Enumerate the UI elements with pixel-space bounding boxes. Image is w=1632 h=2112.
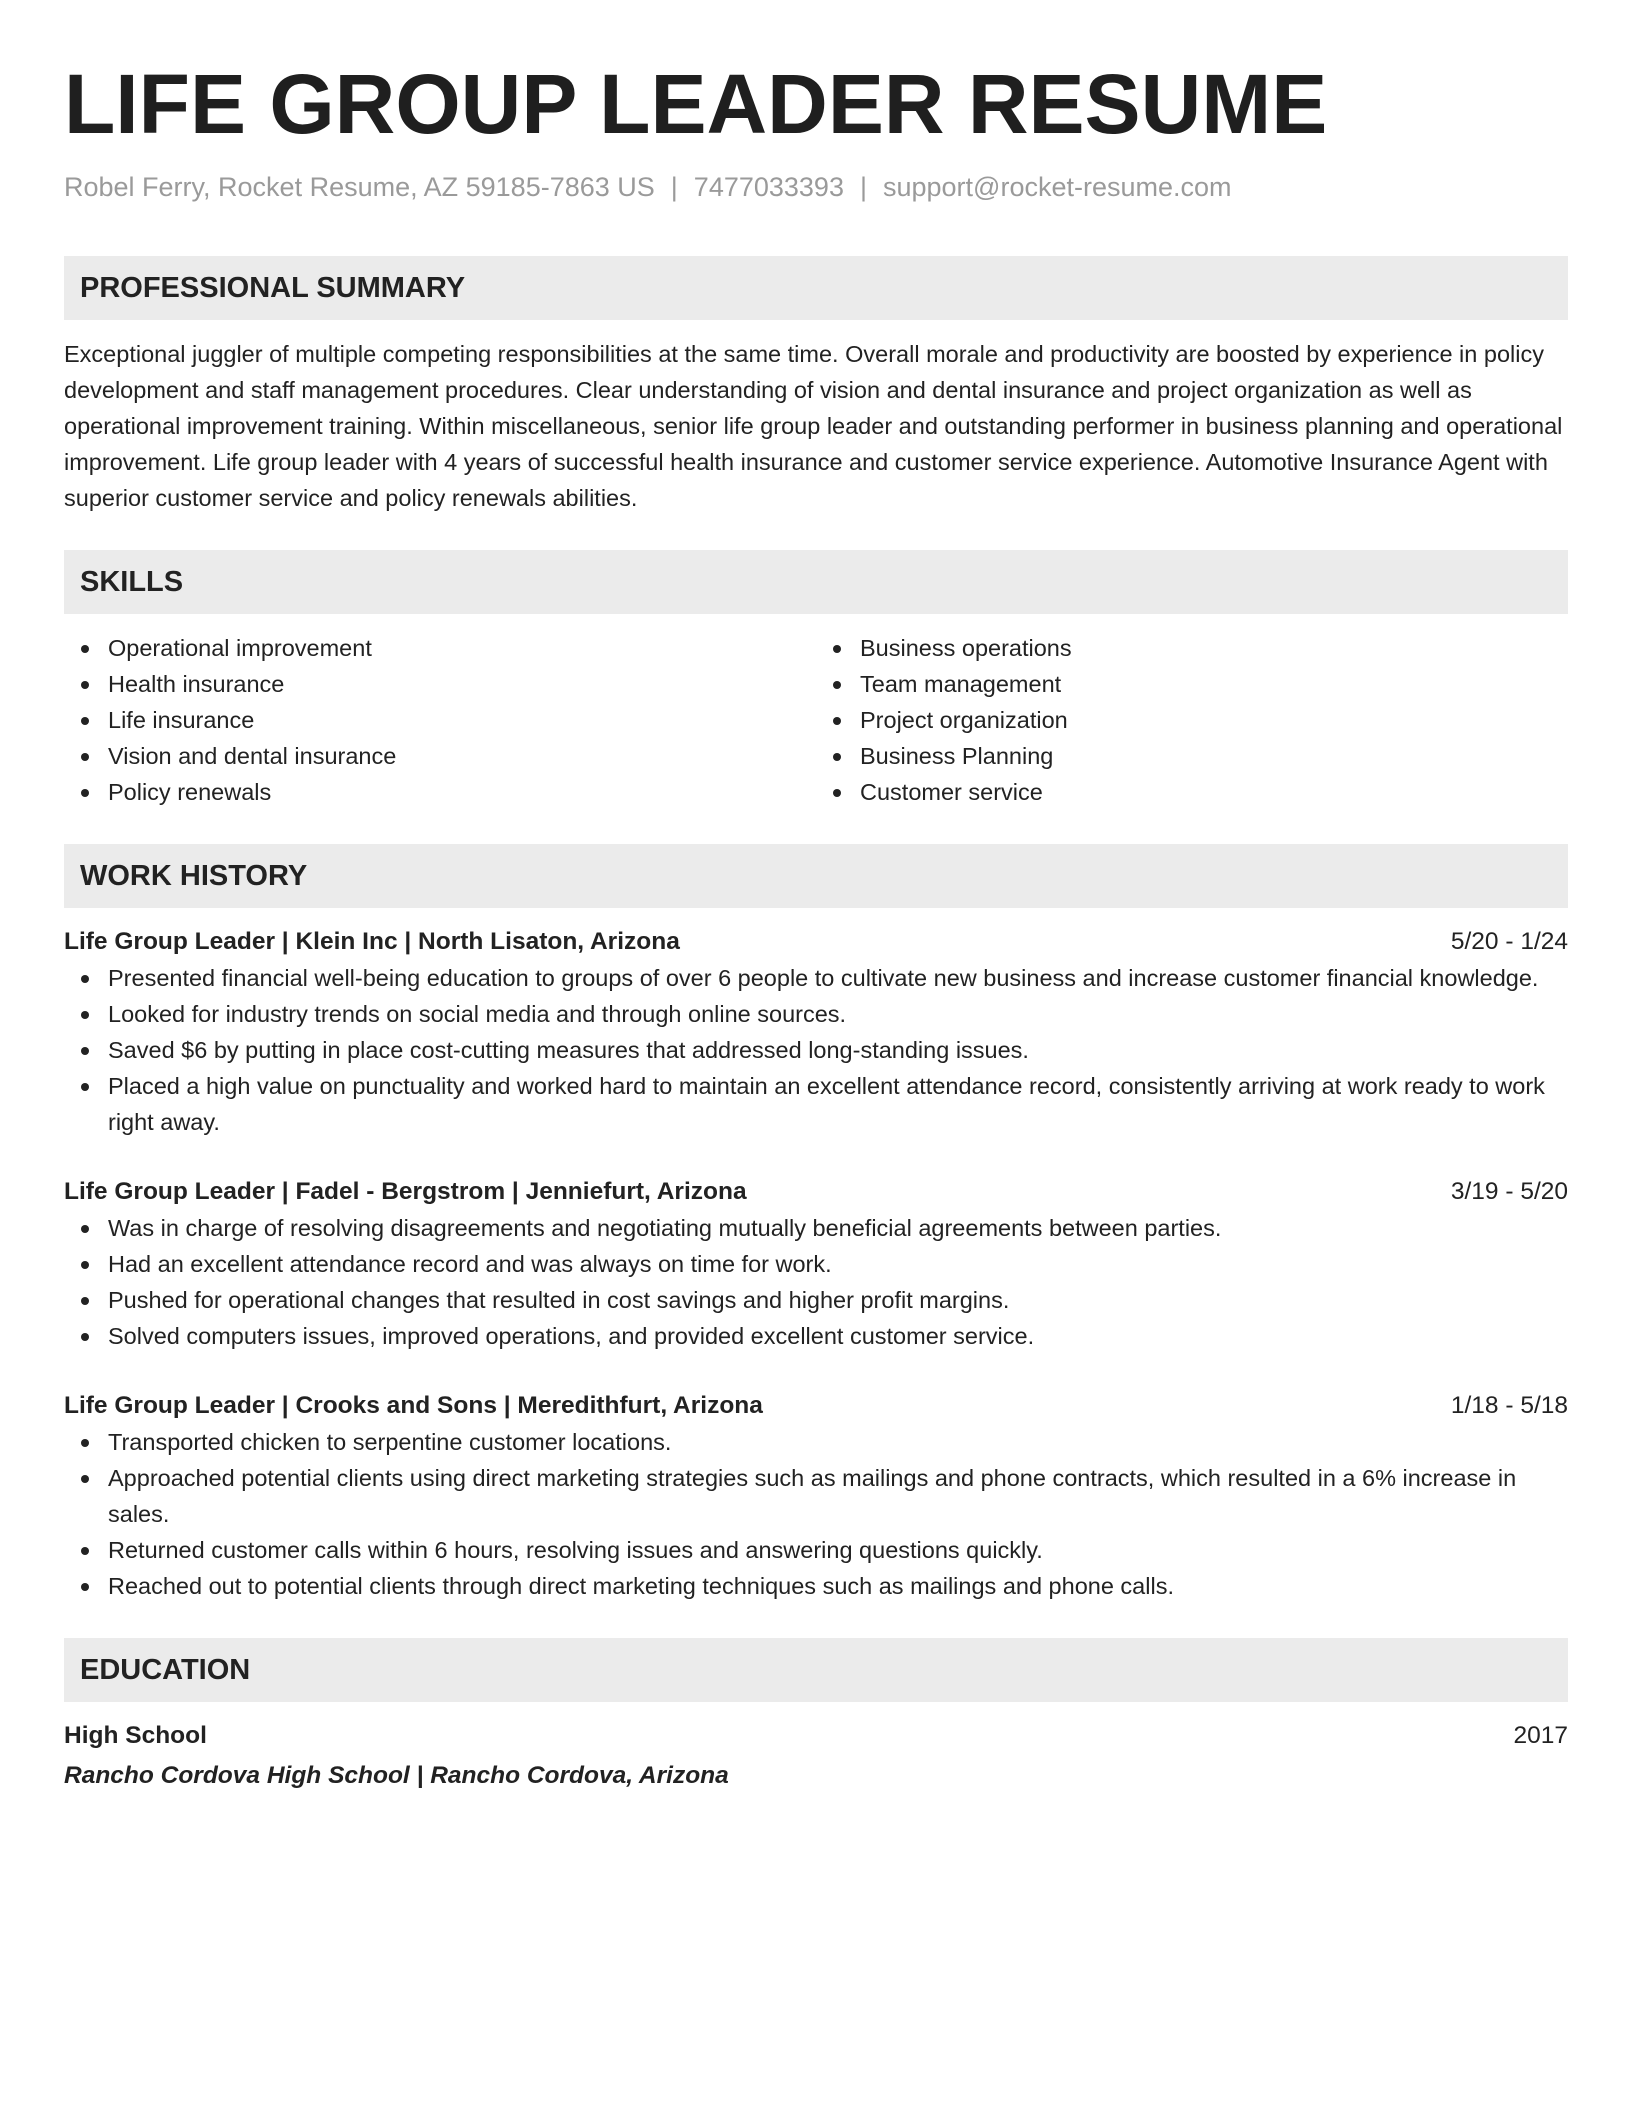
contact-separator: | bbox=[670, 172, 678, 202]
job-bullet: Presented financial well-being education to groups of over 6 people to cultivate new business and increase customer financial knowledge. bbox=[64, 960, 1568, 996]
skills-column-right bbox=[816, 630, 1568, 810]
job-bullet: Placed a high value on punctuality and worked hard to maintain an excellent attendance record, consistently arriving at work ready to work right away. bbox=[64, 1068, 1568, 1140]
education-heading: EDUCATION bbox=[64, 1638, 1568, 1702]
job-dates: 5/20 - 1/24 bbox=[1450, 928, 1568, 955]
education-degree: High School bbox=[64, 1722, 207, 1749]
contact-separator: | bbox=[859, 172, 867, 202]
skill-item: Business operations bbox=[816, 630, 1568, 666]
job-entry bbox=[64, 1174, 1568, 1354]
job-bullet: Reached out to potential clients through direct marketing techniques such as mailings and phone calls. bbox=[64, 1568, 1568, 1604]
job-title: Life Group Leader | Fadel - Bergstrom | Jenniefurt, Arizona bbox=[64, 1178, 747, 1205]
skill-item: Customer service bbox=[816, 774, 1568, 810]
job-bullets bbox=[64, 1424, 1568, 1604]
job-bullet: Had an excellent attendance record and was always on time for work. bbox=[64, 1246, 1568, 1282]
skill-item: Operational improvement bbox=[64, 630, 816, 666]
skill-item: Vision and dental insurance bbox=[64, 738, 816, 774]
contact-line bbox=[64, 170, 1568, 204]
job-entry bbox=[64, 1388, 1568, 1604]
skill-item: Team management bbox=[816, 666, 1568, 702]
job-title: Life Group Leader | Klein Inc | North Lisaton, Arizona bbox=[64, 928, 680, 955]
skill-item: Life insurance bbox=[64, 702, 816, 738]
education-header bbox=[64, 1718, 1568, 1754]
job-entry bbox=[64, 924, 1568, 1140]
job-header bbox=[64, 924, 1568, 960]
job-bullet: Approached potential clients using direct marketing strategies such as mailings and phone contracts, which resulted in a 6% increase in sales. bbox=[64, 1460, 1568, 1532]
job-dates: 1/18 - 5/18 bbox=[1450, 1392, 1568, 1419]
skill-item: Project organization bbox=[816, 702, 1568, 738]
job-bullets bbox=[64, 960, 1568, 1140]
job-bullet: Transported chicken to serpentine customer locations. bbox=[64, 1424, 1568, 1460]
job-header bbox=[64, 1174, 1568, 1210]
skill-item: Business Planning bbox=[816, 738, 1568, 774]
summary-heading: PROFESSIONAL SUMMARY bbox=[64, 256, 1568, 320]
job-bullet: Was in charge of resolving disagreements and negotiating mutually beneficial agreements between parties. bbox=[64, 1210, 1568, 1246]
job-title: Life Group Leader | Crooks and Sons | Meredithfurt, Arizona bbox=[64, 1392, 763, 1419]
skills-column-left bbox=[64, 630, 816, 810]
contact-address: Robel Ferry, Rocket Resume, AZ 59185-7863 US bbox=[64, 172, 655, 202]
work-history-heading: WORK HISTORY bbox=[64, 844, 1568, 908]
job-bullets bbox=[64, 1210, 1568, 1354]
job-bullet: Returned customer calls within 6 hours, resolving issues and answering questions quickly. bbox=[64, 1532, 1568, 1568]
skill-item: Policy renewals bbox=[64, 774, 816, 810]
skill-item: Health insurance bbox=[64, 666, 816, 702]
job-dates: 3/19 - 5/20 bbox=[1450, 1178, 1568, 1205]
job-bullet: Saved $6 by putting in place cost-cutting measures that addressed long-standing issues. bbox=[64, 1032, 1568, 1068]
skills-heading: SKILLS bbox=[64, 550, 1568, 614]
education-school: Rancho Cordova High School | Rancho Cordova, Arizona bbox=[64, 1762, 729, 1789]
education-year: 2017 bbox=[1513, 1722, 1568, 1749]
skills-grid bbox=[64, 630, 1568, 810]
job-bullet: Pushed for operational changes that resulted in cost savings and higher profit margins. bbox=[64, 1282, 1568, 1318]
contact-phone: 7477033393 bbox=[693, 172, 844, 202]
job-header bbox=[64, 1388, 1568, 1424]
job-bullet: Solved computers issues, improved operations, and provided excellent customer service. bbox=[64, 1318, 1568, 1354]
contact-email: support@rocket-resume.com bbox=[882, 172, 1232, 202]
summary-text: Exceptional juggler of multiple competing responsibilities at the same time. Overall morale and productivity are boosted by experience in policy development and staff management procedures. Clear understanding of vision and dental insurance and project organization as well as operational improvement training. Within miscellaneous, senior life group leader and outstanding performer in business planning and operational improvement. Life group leader with 4 years of successful health insurance and customer service experience. Automotive Insurance Agent with superior customer service and policy renewals abilities. bbox=[64, 341, 1563, 511]
job-bullet: Looked for industry trends on social media and through online sources. bbox=[64, 996, 1568, 1032]
resume-title: LIFE GROUP LEADER RESUME bbox=[64, 57, 1328, 151]
